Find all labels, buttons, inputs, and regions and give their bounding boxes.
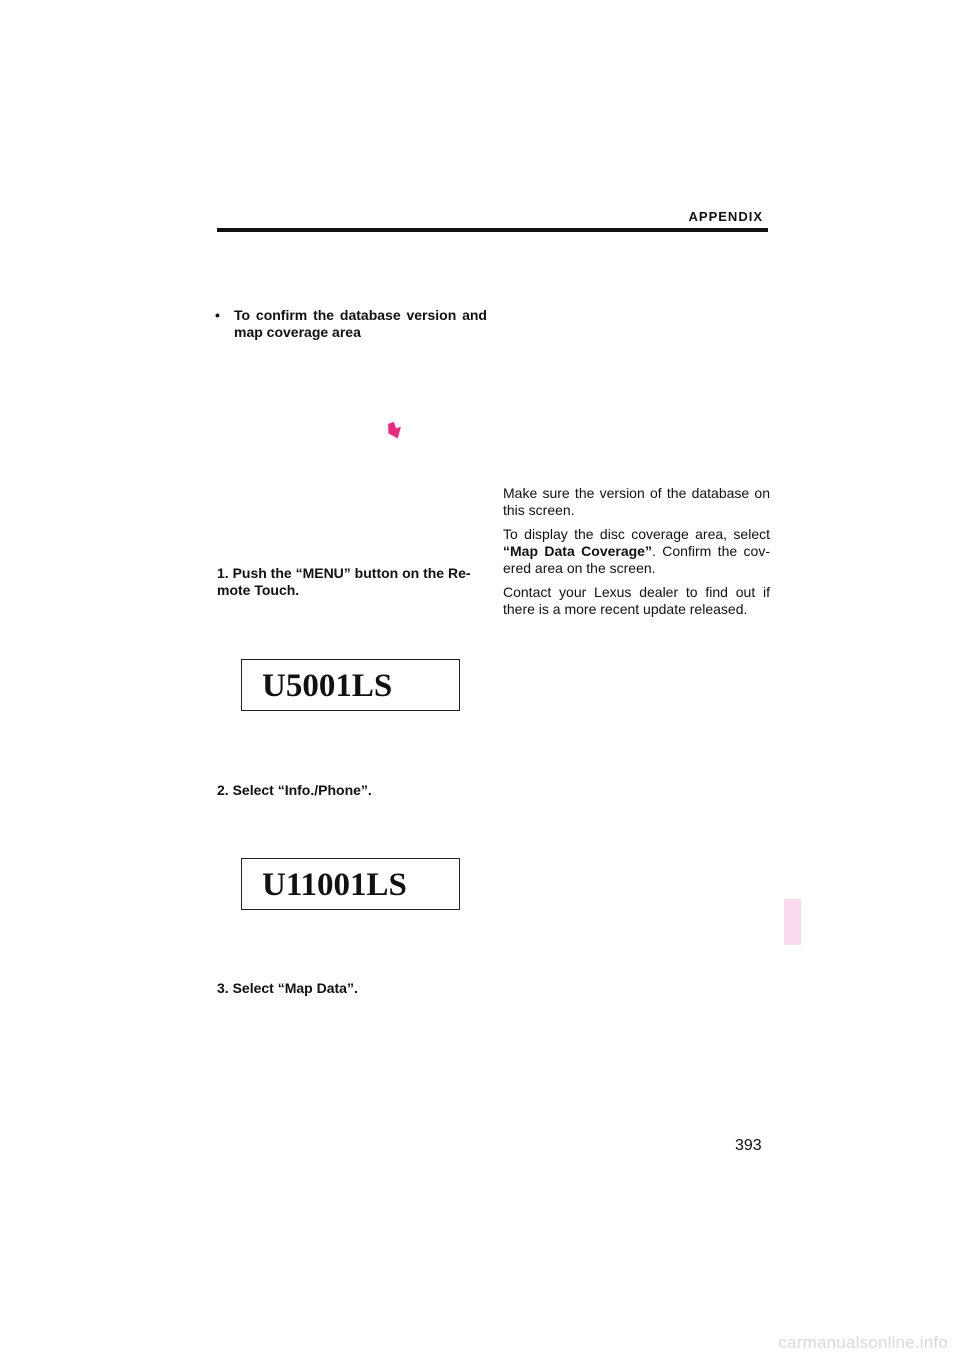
figure-placeholder-2 <box>241 858 460 910</box>
pink-down-arrow-icon <box>386 419 410 443</box>
right-column <box>503 485 770 625</box>
step-1: 1. Push the “MENU” button on the Re- mote Touch. <box>217 565 471 598</box>
bullet-heading <box>215 307 487 341</box>
figure-placeholder-1 <box>241 659 460 711</box>
step-3: 3. Select “Map Data”. <box>217 980 358 996</box>
section-title: APPENDIX <box>688 209 763 224</box>
figure-code-2: U11001LS <box>262 867 407 903</box>
header-rule <box>217 228 768 232</box>
watermark: carmanualsonline.info <box>778 1333 948 1352</box>
step-2: 2. Select “Info./Phone”. <box>217 782 372 798</box>
coverage-suffix: . Confirm the cov- ered area on the screen. <box>503 543 770 576</box>
map-data-coverage-label: “Map Data Coverage” <box>503 543 652 559</box>
coverage-prefix: To display the disc coverage area, select <box>503 526 770 542</box>
paragraph-version: Make sure the version of the database on this screen. <box>503 485 770 518</box>
section-tab <box>784 899 801 945</box>
page-number: 393 <box>735 1137 762 1154</box>
figure-code-1: U5001LS <box>262 668 393 704</box>
bullet-marker: • <box>215 307 220 323</box>
paragraph-dealer: Contact your Lexus dealer to find out if there is a more recent update released. <box>503 584 770 617</box>
bullet-heading-text: To confirm the database version and map coverage area <box>234 307 487 340</box>
paragraph-coverage <box>503 526 770 577</box>
